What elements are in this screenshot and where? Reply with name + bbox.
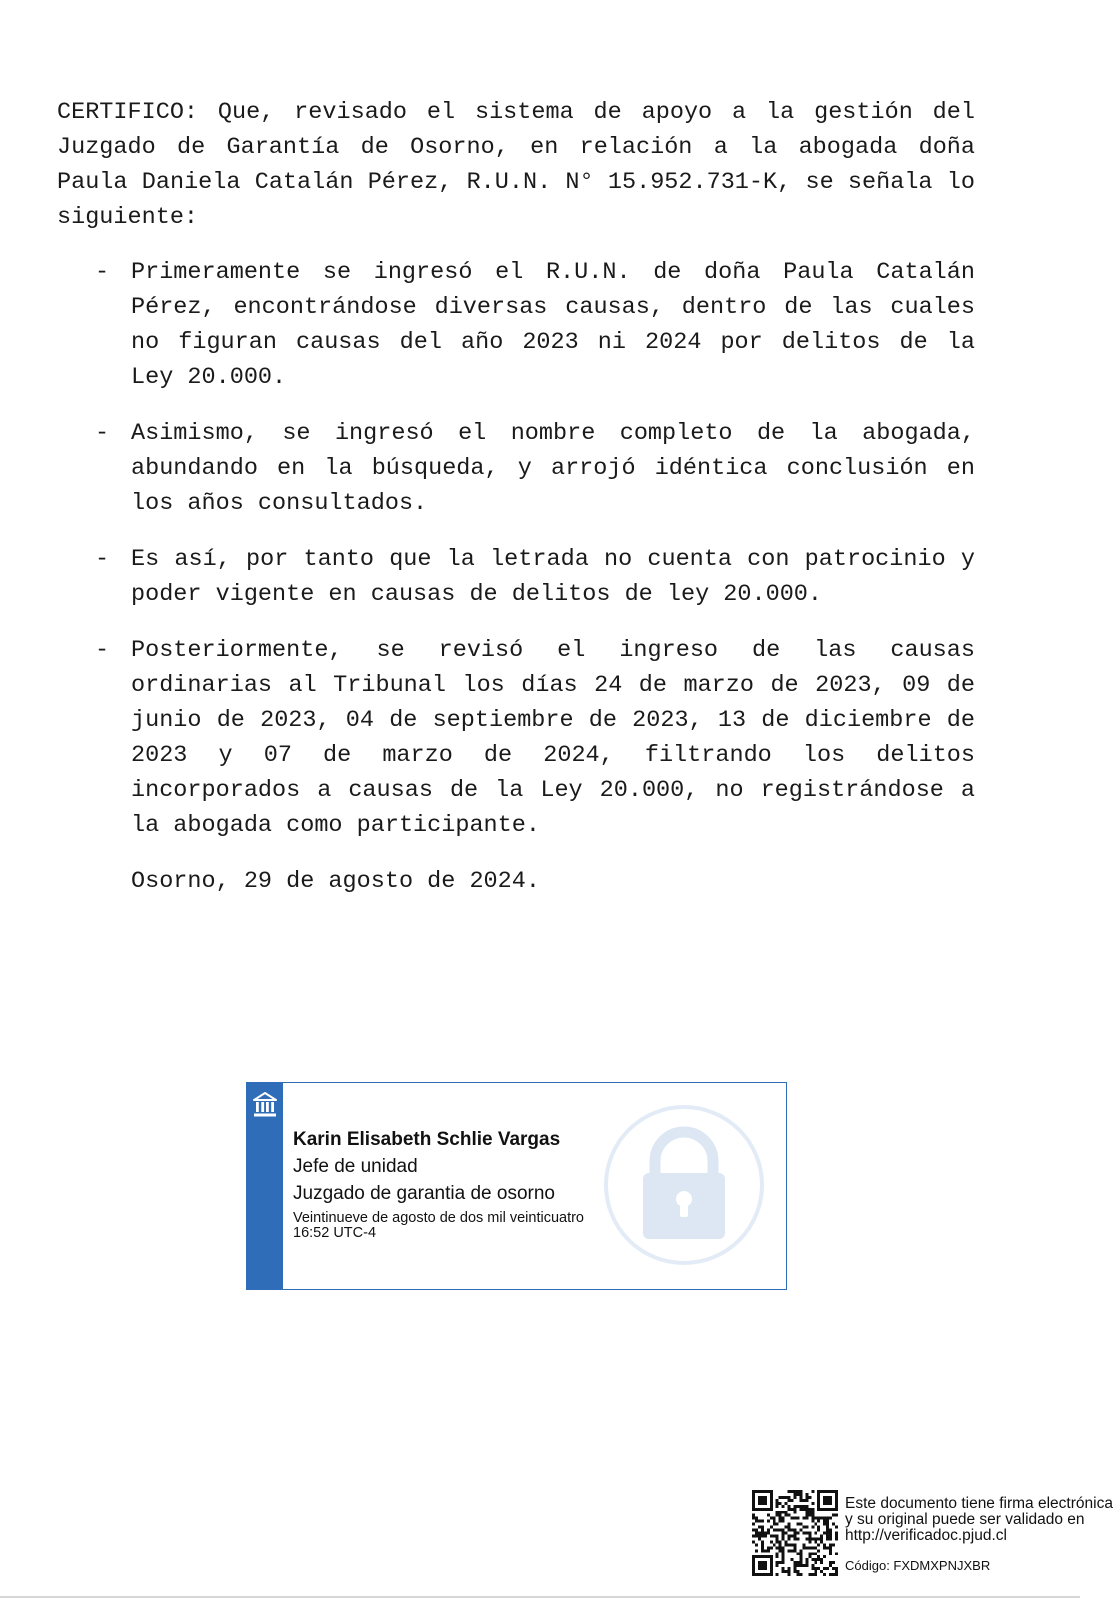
verification-line: Este documento tiene firma electrónica bbox=[845, 1495, 1113, 1512]
lock-icon bbox=[602, 1103, 767, 1268]
list-item bbox=[57, 416, 975, 521]
list-dash: - bbox=[95, 420, 110, 447]
list-item bbox=[57, 542, 975, 612]
signer-name: Karin Elisabeth Schlie Vargas bbox=[293, 1129, 561, 1150]
list-item-text: Primeramente se ingresó el R.U.N. de doña Paula Catalán Pérez, encontrándose diversas causas, dentro de las cuales no figuran causas del año 2023 ni 2024 por delitos de la Ley 20.000. bbox=[131, 259, 975, 391]
electronic-signature-box bbox=[246, 1082, 787, 1290]
verification-line: y su original puede ser validado en bbox=[845, 1511, 1085, 1528]
verification-url: http://verificadoc.pjud.cl bbox=[845, 1527, 1007, 1544]
signature-date bbox=[293, 1211, 584, 1241]
signature-date-text: Veintinueve de agosto de dos mil veinticuatro bbox=[293, 1210, 584, 1226]
signature-details bbox=[293, 1127, 584, 1241]
list-item bbox=[57, 255, 975, 395]
verification-text bbox=[845, 1495, 1113, 1544]
intro-paragraph: CERTIFICO: Que, revisado el sistema de apoyo a la gestión del Juzgado de Garantía de Osorno, en relación a la abogada doña Paula Daniela Catalán Pérez, R.U.N. N° 15.952.731-K, se señala lo siguiente: bbox=[57, 99, 975, 231]
signature-time-text: 16:52 UTC-4 bbox=[293, 1225, 377, 1241]
bank-icon bbox=[253, 1091, 277, 1119]
list-dash: - bbox=[95, 637, 110, 664]
list-item-text: Es así, por tanto que la letrada no cuenta con patrocinio y poder vigente en causas de delitos de ley 20.000. bbox=[131, 546, 975, 608]
list-item-text: Posteriormente, se revisó el ingreso de las causas ordinarias al Tribunal los días 24 de marzo de 2023, 09 de junio de 2023, 04 de septiembre de 2023, 13 de diciembre de 2023 y 07 de marzo de 2024, filtrando los delitos incorporados a causas de la Ley 20.000, no registrándose a la abogada como participante. bbox=[131, 637, 975, 839]
qr-code-icon bbox=[752, 1490, 838, 1576]
list-item-text: Asimismo, se ingresó el nombre completo de la abogada, abundando en la búsqueda, y arrojó idéntica conclusión en los años consultados. bbox=[131, 420, 975, 517]
signer-role: Jefe de unidad bbox=[293, 1156, 418, 1177]
signature-accent-bar bbox=[247, 1083, 283, 1289]
findings-list bbox=[57, 255, 975, 899]
list-item bbox=[57, 633, 975, 843]
place-and-date: Osorno, 29 de agosto de 2024. bbox=[131, 868, 540, 895]
list-dash: - bbox=[95, 546, 110, 573]
verification-code: Código: FXDMXPNJXBR bbox=[845, 1558, 991, 1573]
page-bottom-edge bbox=[0, 1596, 1080, 1598]
signer-court: Juzgado de garantia de osorno bbox=[293, 1183, 555, 1204]
list-dash: - bbox=[95, 259, 110, 286]
verification-footer bbox=[752, 1490, 1113, 1582]
